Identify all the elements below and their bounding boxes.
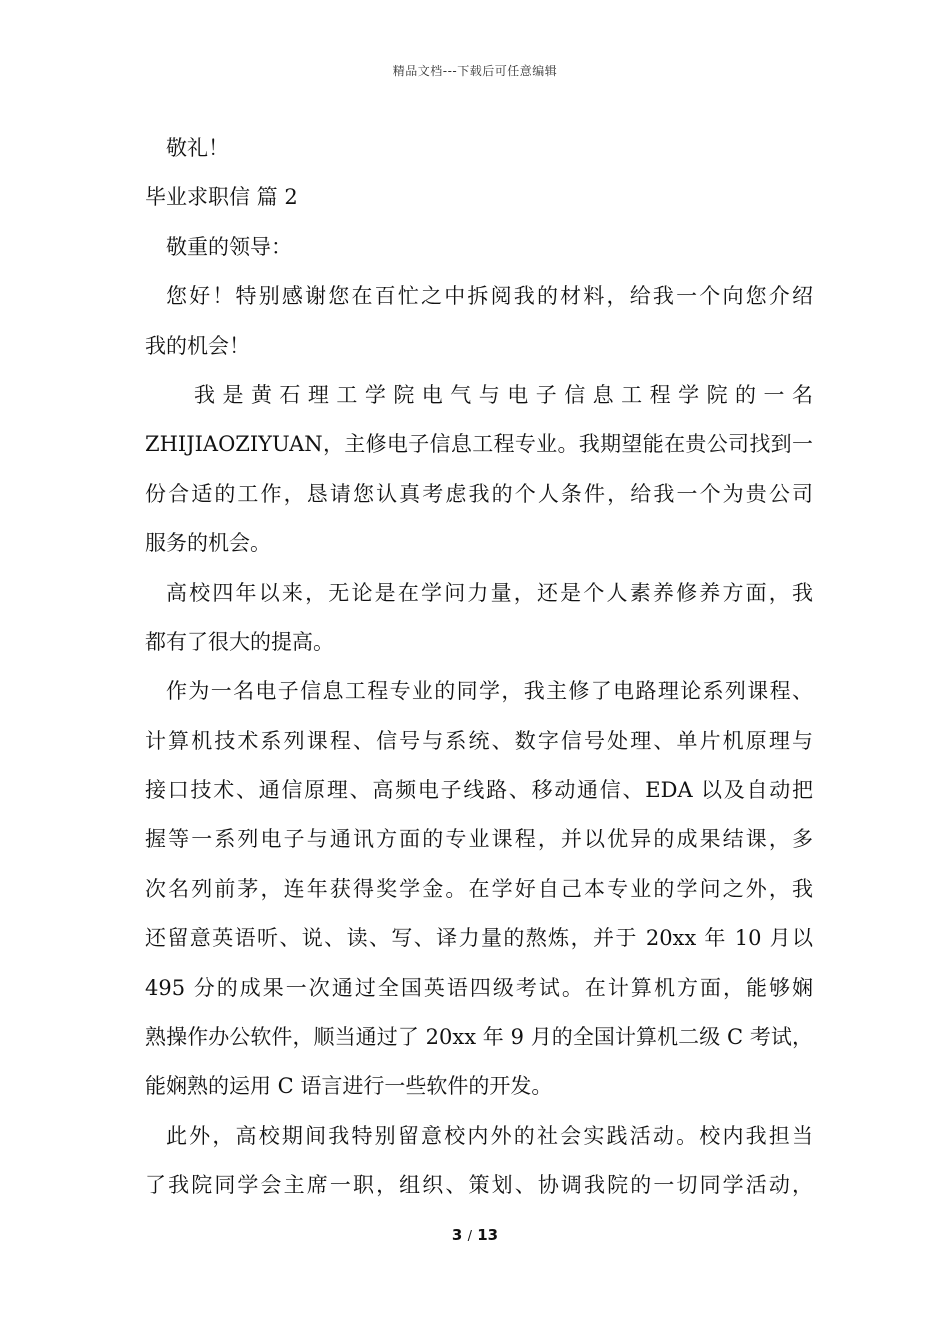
paragraph-line: 熟操作办公软件，顺当通过了 20xx 年 9 月的全国计算机二级 C 考试， [145, 1025, 813, 1050]
closing-salutation: 敬礼！ [166, 136, 229, 160]
paragraph-line: 您好！特别感谢您在百忙之中拆阅我的材料，给我一个向您介绍 [166, 284, 813, 309]
paragraph-line: 高校四年以来，无论是在学问力量，还是个人素养修养方面，我 [166, 580, 813, 605]
paragraph-line: 次名列前茅，连年获得奖学金。在学好自己本专业的学问之外，我 [145, 876, 813, 901]
paragraph-line: 计算机技术系列课程、信号与系统、数字信号处理、单片机原理与 [145, 728, 813, 753]
paragraph-line: 了我院同学会主席一职，组织、策划、协调我院的一切同学活动， [145, 1173, 813, 1198]
document-body [145, 124, 813, 1211]
page-current: 3 [451, 1226, 463, 1244]
paragraph-line: 此外，高校期间我特别留意校内外的社会实践活动。校内我担当 [166, 1123, 813, 1148]
section-title: 毕业求职信 篇 2 [145, 185, 298, 210]
greeting-line: 敬重的领导： [166, 234, 292, 259]
page-number [0, 1226, 950, 1244]
paragraph-line: 还留意英语听、说、读、写、译力量的熬炼，并于 20xx 年 10 月以 [145, 926, 813, 951]
paragraph-line: 我是黄石理工学院电气与电子信息工程学院的一名 [194, 382, 813, 407]
paragraph-line: 作为一名电子信息工程专业的同学，我主修了电路理论系列课程、 [166, 679, 813, 704]
paragraph-line: 495 分的成果一次通过全国英语四级考试。在计算机方面，能够娴 [145, 975, 813, 1000]
paragraph-line: 握等一系列电子与通讯方面的专业课程，并以优异的成果结课，多 [145, 827, 813, 852]
paragraph-line: 接口技术、通信原理、高频电子线路、移动通信、EDA 以及自动把 [145, 778, 813, 803]
page-separator: / [467, 1229, 472, 1244]
paragraph-line: 能娴熟的运用 C 语言进行一些软件的开发。 [145, 1074, 553, 1099]
page-total: 13 [477, 1226, 499, 1244]
paragraph-line: 我的机会！ [145, 333, 250, 358]
page-header: 精品文档---下载后可任意编辑 [392, 64, 558, 78]
paragraph-line: 份合适的工作，恳请您认真考虑我的个人条件，给我一个为贵公司 [145, 481, 813, 506]
paragraph-line: ZHIJIAOZIYUAN，主修电子信息工程专业。我期望能在贵公司找到一 [145, 432, 813, 457]
paragraph-line: 服务的机会。 [145, 531, 271, 556]
paragraph-line: 都有了很大的提高。 [145, 629, 334, 654]
